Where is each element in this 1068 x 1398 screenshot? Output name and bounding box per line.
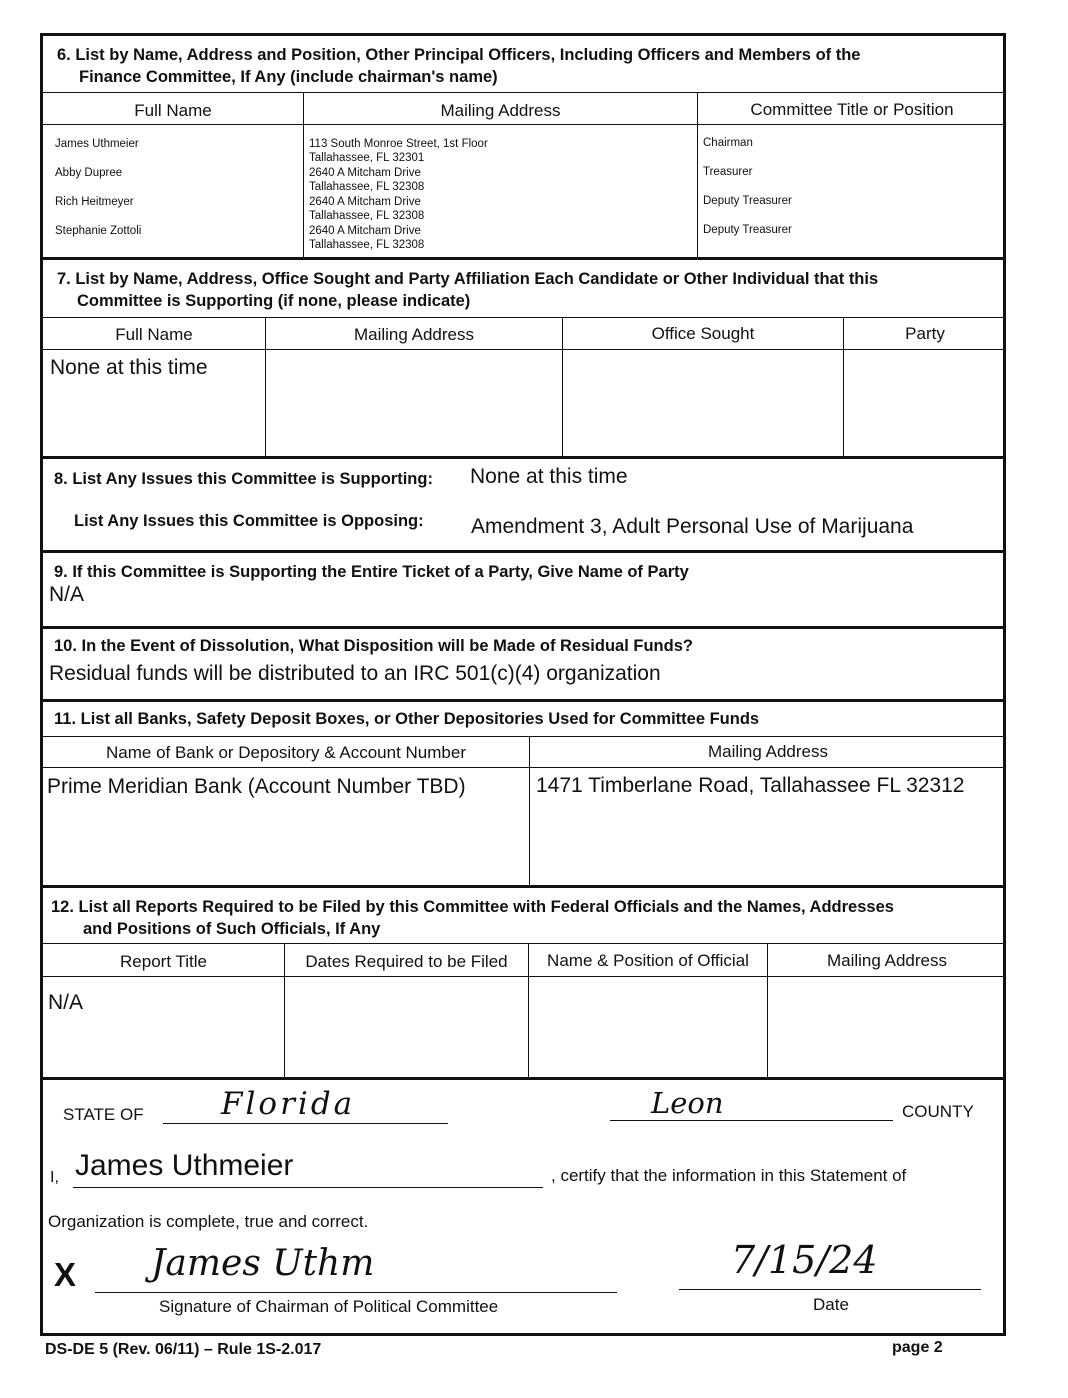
s12-header-official: Name & Position of Official — [547, 951, 749, 970]
date-value: 7/15/24 — [731, 1238, 878, 1282]
s6-header-title: Committee Title or Position — [750, 100, 954, 119]
s10-title: 10. In the Event of Dissolution, What Disposition will be Made of Residual Funds? — [54, 637, 693, 655]
officer-address-1: 2640 A Mitcham Drive — [309, 196, 421, 208]
s12-value: N/A — [48, 991, 84, 1014]
county-value: Leon — [651, 1086, 724, 1120]
s8-opposing-value: Amendment 3, Adult Personal Use of Marijuana — [471, 515, 914, 538]
officer-name: Abby Dupree — [55, 167, 123, 179]
s12-header-address: Mailing Address — [826, 951, 947, 970]
s6-title-line2: Finance Committee, If Any (include chairman's name) — [79, 68, 498, 86]
s6-header-name: Full Name — [134, 101, 212, 120]
officer-address-2: Tallahassee, FL 32301 — [309, 152, 425, 164]
certify-i-label: I, — [50, 1169, 59, 1186]
officer-title: Deputy Treasurer — [703, 224, 792, 236]
s6-title-line1: 6. List by Name, Address and Position, Other Principal Officers, Including Officers and Members of the — [57, 46, 861, 64]
officer-address-1: 2640 A Mitcham Drive — [309, 167, 421, 179]
officer-name: James Uthmeier — [55, 138, 139, 150]
officer-title: Treasurer — [703, 166, 753, 178]
s8-opposing-label: List Any Issues this Committee is Opposing: — [74, 512, 424, 530]
date-label: Date — [813, 1295, 849, 1314]
s8-supporting-value: None at this time — [470, 465, 628, 488]
form-id: DS-DE 5 (Rev. 06/11) – Rule 1S-2.017 — [45, 1341, 322, 1358]
officer-name: Rich Heitmeyer — [55, 196, 134, 208]
s11-title: 11. List all Banks, Safety Deposit Boxes, or Other Depositories Used for Committee Funds — [54, 710, 760, 728]
s7-title-line2: Committee is Supporting (if none, please indicate) — [77, 292, 471, 310]
officer-address-2: Tallahassee, FL 32308 — [309, 239, 425, 251]
officer-name: Stephanie Zottoli — [55, 225, 142, 237]
officer-address-2: Tallahassee, FL 32308 — [309, 210, 425, 222]
s11-header-address: Mailing Address — [707, 742, 828, 761]
officer-address-1: 113 South Monroe Street, 1st Floor — [309, 138, 488, 150]
page-number: page 2 — [892, 1339, 943, 1356]
x-mark: X — [54, 1256, 77, 1293]
officer-title: Chairman — [703, 137, 753, 149]
officer-address-1: 2640 A Mitcham Drive — [309, 225, 421, 237]
s7-candidate-value: None at this time — [50, 356, 208, 379]
s12-header-report: Report Title — [120, 952, 207, 971]
s11-header-bank: Name of Bank or Depository & Account Number — [106, 743, 466, 762]
signature-label: Signature of Chairman of Political Committee — [159, 1297, 499, 1316]
s11-address-value: 1471 Timberlane Road, Tallahassee FL 32312 — [536, 774, 965, 797]
s7-title-line1: 7. List by Name, Address, Office Sought and Party Affiliation Each Candidate or Other Individual that this — [57, 270, 879, 288]
s7-header-address: Mailing Address — [353, 325, 474, 344]
s12-header-dates: Dates Required to be Filed — [305, 952, 508, 971]
certifier-name: James Uthmeier — [75, 1149, 294, 1182]
state-value: Florida — [221, 1086, 356, 1122]
certify-text: , certify that the information in this Statement of — [551, 1166, 907, 1185]
form-frame — [40, 33, 1006, 1336]
s7-header-name: Full Name — [115, 325, 193, 344]
officer-address-2: Tallahassee, FL 32308 — [309, 181, 425, 193]
s11-bank-value: Prime Meridian Bank (Account Number TBD) — [47, 775, 466, 798]
certify-text-2: Organization is complete, true and correct. — [48, 1212, 369, 1231]
s10-value: Residual funds will be distributed to an IRC 501(c)(4) organization — [49, 662, 661, 685]
s7-header-office: Office Sought — [651, 324, 755, 343]
s8-supporting-label: 8. List Any Issues this Committee is Supporting: — [54, 470, 433, 488]
county-label: COUNTY — [902, 1102, 974, 1121]
s6-header-address: Mailing Address — [440, 101, 561, 120]
s9-value: N/A — [49, 583, 85, 606]
s9-title: 9. If this Committee is Supporting the Entire Ticket of a Party, Give Name of Party — [54, 563, 689, 581]
officer-title: Deputy Treasurer — [703, 195, 792, 207]
chairman-signature: James Uthm — [151, 1243, 375, 1284]
s7-header-party: Party — [905, 324, 945, 343]
s12-title-line2: and Positions of Such Officials, If Any — [83, 920, 381, 938]
state-label: STATE OF — [63, 1105, 144, 1124]
s12-title-line1: 12. List all Reports Required to be Filed by this Committee with Federal Officials and the Names, Addresses — [51, 898, 894, 916]
